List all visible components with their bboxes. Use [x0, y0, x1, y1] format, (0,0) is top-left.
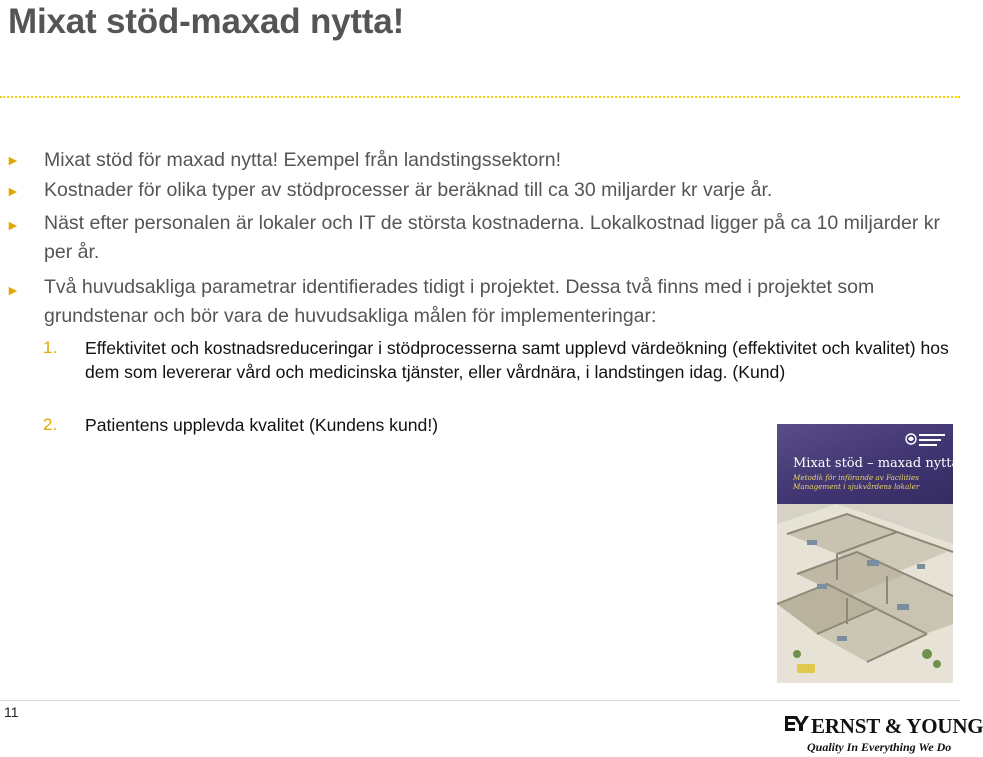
numbered-item: Effektivitet och kostnadsreduceringar i stödprocesserna samt upplevd värdeökning (effektivitet och kvalitet) hos dem som levererar vård och medicinska tjänster, eller vårdnära, i landstingen idag. (Kund): [85, 338, 949, 382]
footer-divider: [0, 700, 960, 701]
logo-tagline: Quality In Everything We Do: [807, 740, 952, 754]
floorplan-illustration: [777, 504, 953, 683]
title-divider: [0, 96, 960, 98]
bullet-triangle-icon: ►: [6, 183, 20, 199]
bullet-triangle-icon: ►: [6, 217, 20, 233]
logo-name: ERNST & YOUNG: [811, 714, 983, 738]
book-cover-subtitle: Metodik för införande av Facilities Management i sjukvårdens lokaler: [793, 473, 920, 491]
bullet-triangle-icon: ►: [6, 282, 20, 298]
bullet-item: Näst efter personalen är lokaler och IT de största kostnaderna. Lokalkostnad ligger på ca 10 miljarder kr per år.: [44, 212, 941, 263]
bullet-item: Kostnader för olika typer av stödprocesser är beräknad till ca 30 miljarder kr varje år.: [44, 179, 773, 201]
list-number: 1.: [43, 338, 58, 357]
ey-logo-mark-icon: [785, 715, 809, 733]
book-cover-image: [777, 424, 960, 683]
page-number: 11: [4, 704, 19, 720]
list-number: 2.: [43, 415, 58, 434]
numbered-item: Patientens upplevda kvalitet (Kundens kund!): [85, 415, 439, 435]
bullet-item: Två huvudsakliga parametrar identifierades tidigt i projektet. Dessa två finns med i projektet som grundstenar och bör vara de huvudsakliga målen för implementeringar:: [44, 276, 875, 327]
bullet-triangle-icon: ►: [6, 152, 20, 168]
book-cover-title: Mixat stöd – maxad nytta: [793, 456, 960, 471]
ernst-young-logo: [783, 712, 983, 756]
publisher-logo-icon: [905, 430, 949, 452]
slide-title: Mixat stöd-maxad nytta!: [8, 2, 405, 41]
book-cover-header: [777, 424, 960, 504]
bullet-item: Mixat stöd för maxad nytta! Exempel från landstingssektorn!: [44, 149, 561, 171]
